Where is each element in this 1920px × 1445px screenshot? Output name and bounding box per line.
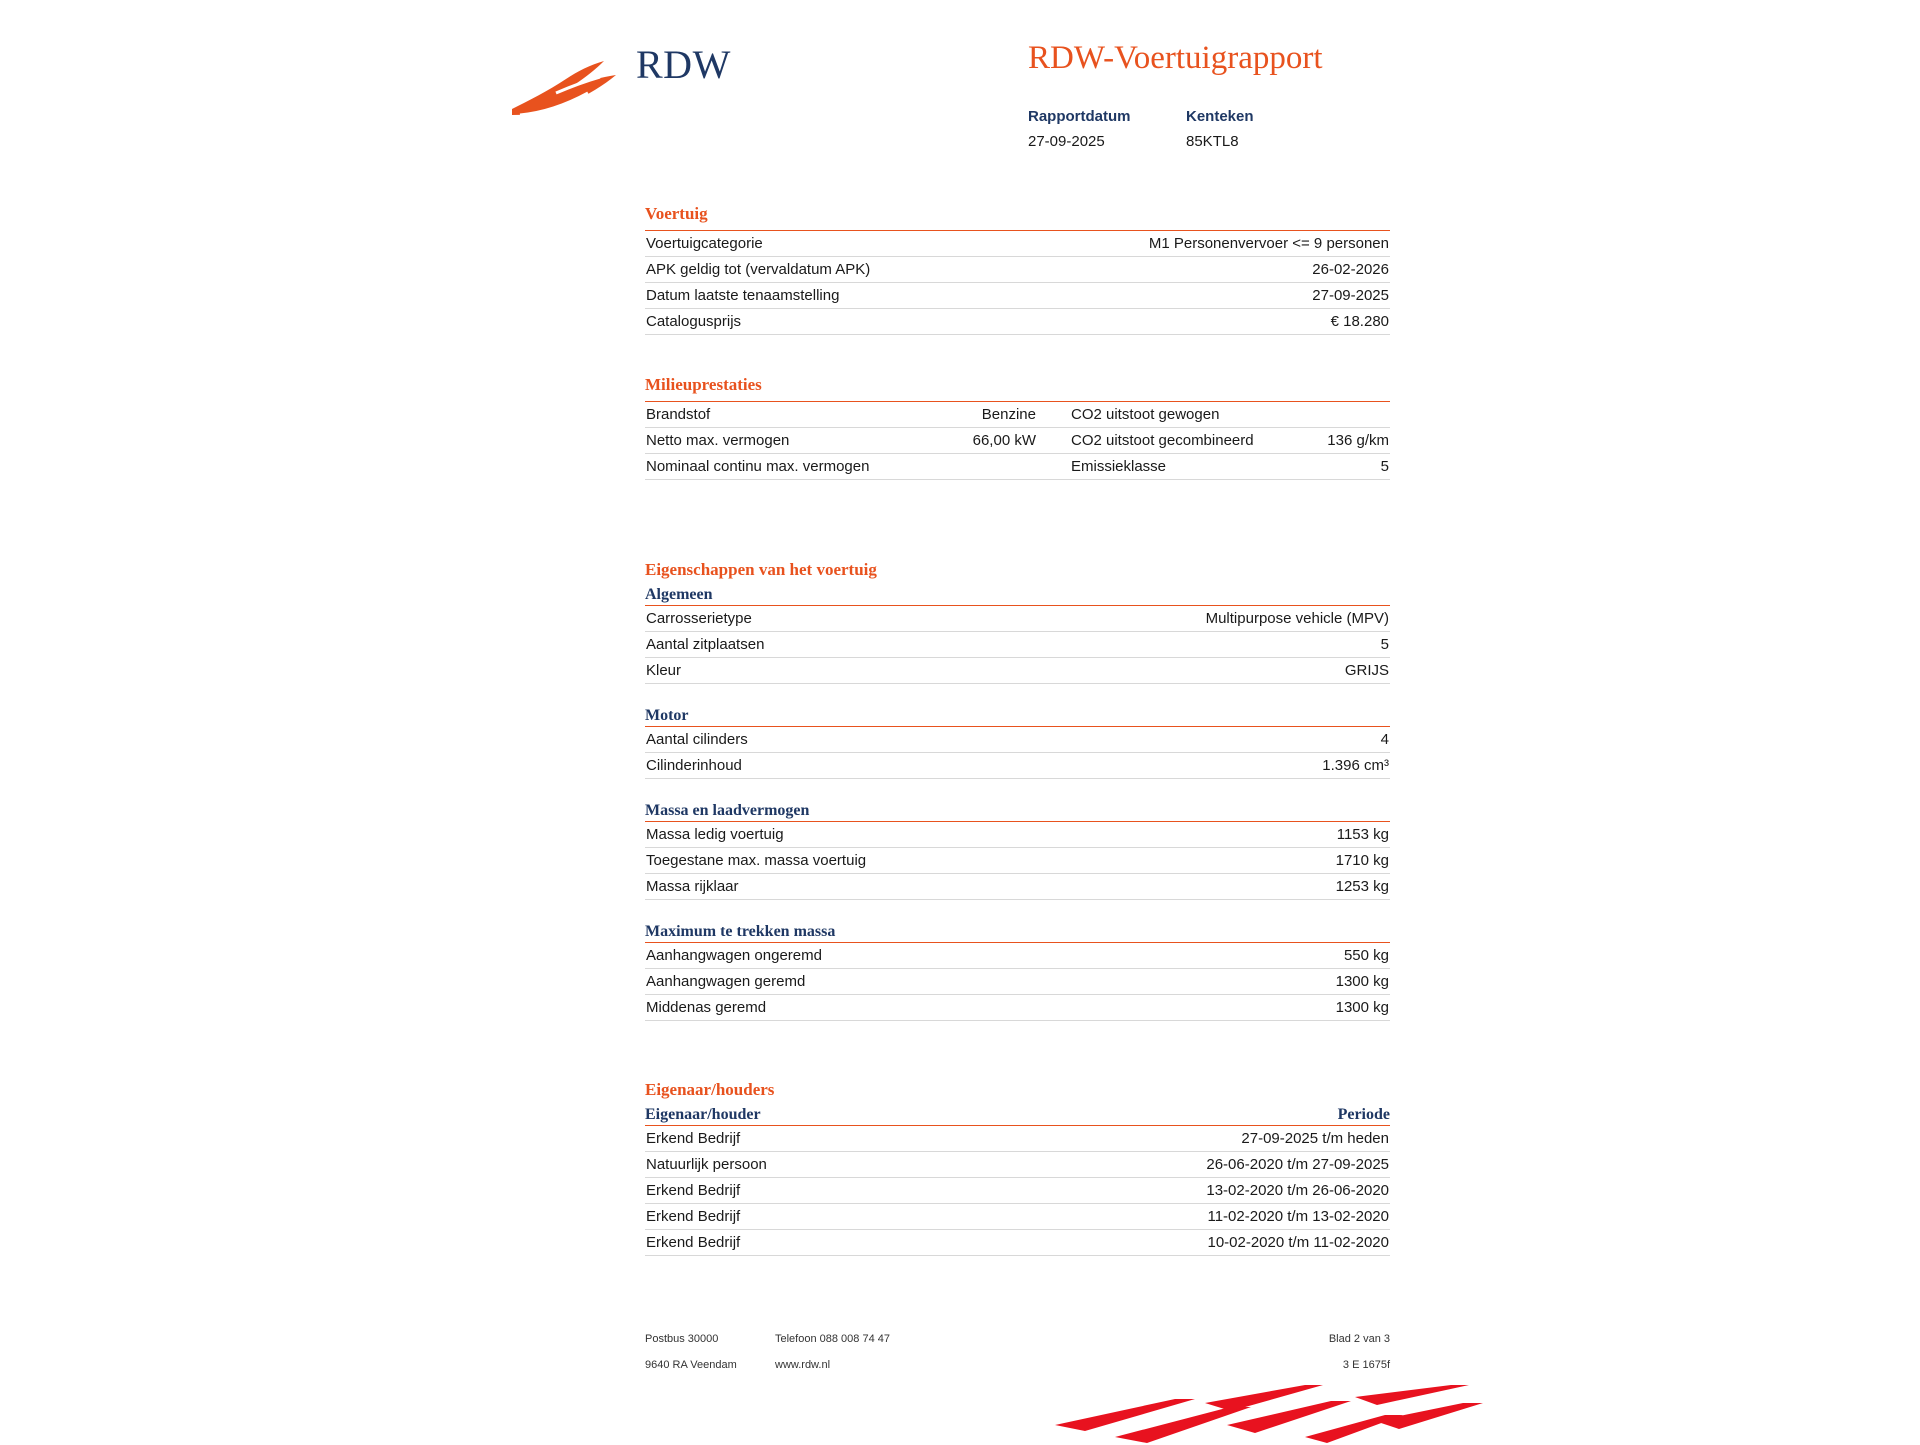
subtitle-trekken: Maximum te trekken massa <box>645 923 836 940</box>
owner-name: Erkend Bedrijf <box>646 1234 741 1251</box>
section-milieuprestaties <box>645 375 1390 480</box>
row-value-left <box>931 458 1036 475</box>
row-label: Aanhangwagen ongeremd <box>646 947 822 964</box>
owner-name: Natuurlijk persoon <box>646 1156 767 1173</box>
row-value: 5 <box>1380 636 1389 653</box>
footer-website: www.rdw.nl <box>775 1359 831 1371</box>
row-label: Cilinderinhoud <box>646 757 742 774</box>
group-motor <box>645 707 1390 779</box>
row-label: Massa rijklaar <box>646 878 739 895</box>
row-label-right: Emissieklasse <box>1071 458 1167 475</box>
row-label: Aantal zitplaatsen <box>646 636 765 653</box>
group-algemeen <box>645 586 1390 684</box>
row-label: Catalogusprijs <box>646 313 742 330</box>
voertuig-rows <box>645 230 1390 335</box>
section-eigenschappen <box>645 560 1390 1021</box>
owner-period: 13-02-2020 t/m 26-06-2020 <box>1206 1182 1389 1199</box>
footer-line-2 <box>645 1358 1390 1372</box>
owner-name: Erkend Bedrijf <box>646 1182 741 1199</box>
report-date-value: 27-09-2025 <box>1028 133 1105 150</box>
row-value: 1710 kg <box>1335 852 1389 869</box>
owner-name: Erkend Bedrijf <box>646 1208 741 1225</box>
subtitle-motor: Motor <box>645 707 689 724</box>
group-massa <box>645 802 1390 900</box>
row-label: Kleur <box>646 662 682 679</box>
table-row <box>645 969 1390 995</box>
table-row <box>645 402 1390 428</box>
row-value: 26-02-2026 <box>1312 261 1389 278</box>
row-label: Toegestane max. massa voertuig <box>646 852 867 869</box>
table-row <box>645 848 1390 874</box>
footer-address-2: 9640 RA Veendam <box>645 1359 737 1371</box>
section-eigenaar-houders <box>645 1080 1390 1256</box>
row-label-left: Netto max. vermogen <box>646 432 790 449</box>
section-title-eigenaar-houders: Eigenaar/houders <box>645 1080 775 1099</box>
table-row <box>645 658 1390 684</box>
table-row <box>645 1204 1390 1230</box>
report-date-label: Rapportdatum <box>1028 108 1131 125</box>
row-label: Middenas geremd <box>646 999 767 1016</box>
row-label-right: CO2 uitstoot gewogen <box>1071 406 1220 423</box>
row-value: GRIJS <box>1344 662 1389 679</box>
owner-name: Erkend Bedrijf <box>646 1130 741 1147</box>
license-plate-value: 85KTL8 <box>1186 133 1239 150</box>
rdw-swoosh-icon <box>1055 1385 1485 1445</box>
footer-phone: Telefoon 088 008 74 47 <box>775 1333 890 1345</box>
row-label-left: Brandstof <box>646 406 711 423</box>
row-label: Aanhangwagen geremd <box>646 973 806 990</box>
table-row <box>645 1230 1390 1256</box>
footer-line-1 <box>645 1332 1390 1346</box>
row-label: Aantal cilinders <box>646 731 748 748</box>
table-row <box>645 309 1390 335</box>
rdw-logo <box>508 35 828 125</box>
table-row <box>645 1178 1390 1204</box>
table-row <box>645 632 1390 658</box>
row-value: 27-09-2025 <box>1312 287 1389 304</box>
table-row <box>645 283 1390 309</box>
section-title-voertuig: Voertuig <box>645 204 708 223</box>
table-row <box>645 943 1390 969</box>
owner-rows <box>645 1125 1390 1256</box>
table-row <box>645 257 1390 283</box>
row-label: Voertuigcategorie <box>646 235 763 252</box>
row-value-right <box>1306 406 1389 423</box>
section-voertuig <box>645 204 1390 335</box>
footer-swoosh-decoration <box>1055 1385 1485 1445</box>
report-date-block <box>1028 108 1131 150</box>
table-row <box>645 753 1390 779</box>
row-value: 1300 kg <box>1335 973 1389 990</box>
column-header-owner: Eigenaar/houder <box>645 1106 761 1123</box>
row-value: 1253 kg <box>1335 878 1389 895</box>
row-value-left: 66,00 kW <box>972 432 1036 449</box>
column-header-period: Periode <box>1337 1106 1390 1123</box>
row-value: 4 <box>1380 731 1389 748</box>
license-plate-label: Kenteken <box>1186 108 1254 125</box>
table-row <box>645 1152 1390 1178</box>
row-value: € 18.280 <box>1330 313 1389 330</box>
row-value: 1153 kg <box>1336 826 1389 843</box>
row-label: Datum laatste tenaamstelling <box>646 287 840 304</box>
table-row <box>645 822 1390 848</box>
table-row <box>645 606 1390 632</box>
owner-period: 10-02-2020 t/m 11-02-2020 <box>1207 1234 1389 1251</box>
row-value-right: 136 g/km <box>1327 432 1389 449</box>
license-plate-block <box>1186 108 1254 150</box>
row-label: APK geldig tot (vervaldatum APK) <box>646 261 871 278</box>
row-value: Multipurpose vehicle (MPV) <box>1205 610 1389 627</box>
row-value: 1.396 cm³ <box>1322 757 1389 774</box>
row-label-right: CO2 uitstoot gecombineerd <box>1071 432 1254 449</box>
row-label: Massa ledig voertuig <box>646 826 784 843</box>
milieuprestaties-rows <box>645 401 1390 480</box>
footer-form-code: 3 E 1675f <box>1342 1359 1390 1371</box>
page-footer <box>645 1332 1390 1384</box>
table-row <box>645 231 1390 257</box>
row-value: M1 Personenvervoer <= 9 personen <box>1148 235 1389 252</box>
section-title-milieuprestaties: Milieuprestaties <box>645 375 762 394</box>
owner-period: 26-06-2020 t/m 27-09-2025 <box>1206 1156 1389 1173</box>
row-value: 1300 kg <box>1335 999 1389 1016</box>
row-value: 550 kg <box>1343 947 1389 964</box>
table-row <box>645 995 1390 1021</box>
owner-table-header <box>645 1106 1390 1125</box>
table-row <box>645 428 1390 454</box>
rdw-swoosh-logo-icon <box>508 57 628 119</box>
table-row <box>645 727 1390 753</box>
table-row <box>645 874 1390 900</box>
owner-period: 27-09-2025 t/m heden <box>1241 1130 1389 1147</box>
row-label-left: Nominaal continu max. vermogen <box>646 458 870 475</box>
group-trekken <box>645 923 1390 1021</box>
rdw-wordmark: RDW <box>636 42 731 87</box>
owner-period: 11-02-2020 t/m 13-02-2020 <box>1207 1208 1389 1225</box>
row-value-left: Benzine <box>981 406 1036 423</box>
section-title-eigenschappen: Eigenschappen van het voertuig <box>645 560 877 579</box>
subtitle-massa: Massa en laadvermogen <box>645 802 810 819</box>
subtitle-algemeen: Algemeen <box>645 586 713 603</box>
table-row <box>645 1126 1390 1152</box>
report-title: RDW-Voertuigrapport <box>1028 40 1323 76</box>
footer-page-number: Blad 2 van 3 <box>1328 1333 1390 1345</box>
footer-address-1: Postbus 30000 <box>645 1333 719 1345</box>
table-row <box>645 454 1390 480</box>
row-label: Carrosserietype <box>646 610 752 627</box>
row-value-right: 5 <box>1380 458 1389 475</box>
